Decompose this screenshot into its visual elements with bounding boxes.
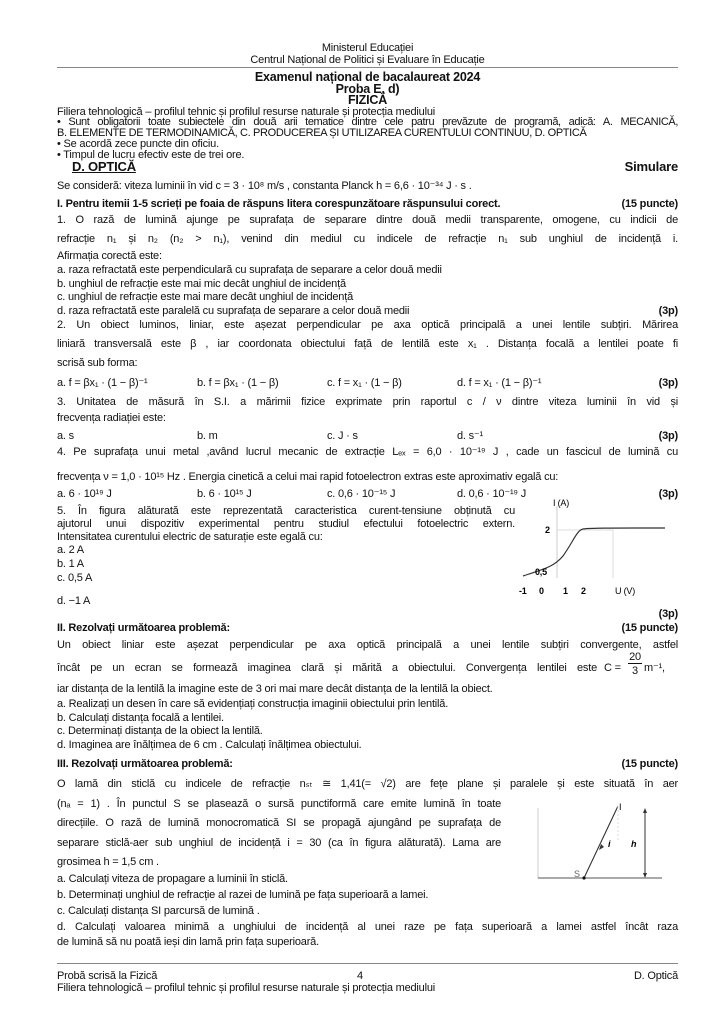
footer-right: D. Optică (633, 970, 678, 982)
q5-text: 5. În figura alăturată este reprezentată caracteristica curent-tensiune obținută cu (57, 505, 515, 517)
q2-text: scrisă sub forma: (57, 357, 138, 369)
part2-item-b: b. Calculați distanța focală a lentilei. (57, 712, 224, 724)
instruction: • Sunt obligatorii toate subiectele din două arii tematice dintre cele patru prevăzute de programă, adică: A. MECANICĂ, (57, 116, 678, 128)
part3-text: (nₐ = 1) . În punctul S se plasează o sursă punctiformă care emite lumină în toate (57, 798, 501, 810)
formula-numerator: 20 (629, 651, 641, 663)
formula-denominator: 3 (632, 665, 638, 677)
label-s: S (574, 869, 580, 879)
x-tick-0: 0 (539, 586, 544, 596)
q1-option-a: a. raza refractată este perpendiculară cu suprafața de separare a celor două medii (57, 264, 442, 276)
q5-option-d: d. −1 A (57, 595, 91, 607)
q4-text: frecvența ν = 1,0 · 10¹⁵ Hz . Energia cinetică a celui mai rapid fotoelectron extras este aproximativ egală cu: (57, 471, 559, 483)
q5-points: (3p) (658, 608, 678, 620)
part2-item-d: d. Imaginea are înălțimea de 6 cm . Calculați înălțimea obiectului. (57, 739, 362, 751)
y-tick-0-5: 0,5 (535, 567, 547, 577)
q1-text: 1. O rază de lumină ajunge pe suprafața de separare dintre două medii transparente, omogene, cu indicii de (57, 214, 678, 226)
part2-item-a: a. Realizați un desen în care să evidențiați construcția imaginii obiectului prin lentilă. (57, 698, 449, 710)
part3-title-text: III. Rezolvați următoarea problemă: (57, 758, 233, 770)
q1-option-c: c. unghiul de refracție este mai mare decât unghiul de incidență (57, 291, 353, 303)
q1-text: refracție n₁ și n₂ (n₂ > n₁), venind din mediul cu indicele de refracție n₁ sub unghiul de incidență i. (57, 233, 678, 245)
q3-text: frecvența radiației este: (57, 412, 166, 424)
option-text: d. raza refractată este paralelă cu suprafața de separare a celor două medii (57, 305, 410, 317)
q4-points: (3p) (658, 488, 678, 500)
part2-title (57, 622, 678, 635)
q3-option-a: a. s (57, 430, 74, 442)
q2-option-a: a. f = βx₁ · (1 − β)⁻¹ (57, 377, 148, 389)
x-tick-minus1: -1 (519, 586, 527, 596)
proba: Proba E. d) (335, 82, 400, 96)
label-i-point: I (619, 802, 622, 812)
q1-points: (3p) (658, 305, 678, 317)
q3-option-d: d. s⁻¹ (457, 430, 483, 442)
section-title: D. OPTICĂ (72, 159, 136, 174)
part2-item-c: c. Determinați distanța de la obiect la lentilă. (57, 725, 263, 737)
y-tick-2: 2 (545, 525, 550, 535)
simulation-tag: Simulare (624, 159, 678, 174)
header-rule (57, 67, 678, 68)
ministry: Ministerul Educației (321, 42, 414, 54)
part1-points: (15 puncte) (621, 198, 678, 210)
glass-plate-figure (530, 800, 670, 886)
part3-item-d: d. Calculați valoarea minimă a unghiului de incidență al unei raze pe fața superioară a lamei astfel încât raza (57, 921, 678, 933)
q2-option-d: d. f = x₁ · (1 − β)⁻¹ (457, 377, 542, 389)
height-arrow-top (643, 808, 647, 813)
part3-item-a: a. Calculați viteza de propagare a luminii în sticlă. (57, 873, 288, 885)
q2-points: (3p) (658, 377, 678, 389)
part3-item-b: b. Determinați unghiul de refracție al razei de lumină pe fața superioară a lamei. (57, 889, 429, 901)
page-number: 4 (357, 970, 363, 982)
q5-option-c: c. 0,5 A (57, 572, 93, 584)
q4-option-c: c. 0,6 · 10⁻¹⁵ J (327, 488, 396, 500)
part3-text: separare sticlă-aer sub unghiul de incidență i = 30 (ca în figura alăturată). Lama are (57, 837, 501, 849)
q4-option-d: d. 0,6 · 10⁻¹⁹ J (457, 488, 527, 500)
q5-text: ajutorul unui dispozitiv experimental pentru studiul efectului fotoelectric extern. (57, 518, 515, 530)
q4-text: 4. Pe suprafața unui metal ,având lucrul mecanic de extracție Lₑₓ = 6,0 · 10⁻¹⁹ J , cade un fascicul de lumină cu (57, 446, 678, 458)
source-point (582, 876, 585, 879)
q3-option-c: c. J · s (327, 430, 358, 442)
part2-points: (15 puncte) (621, 622, 678, 634)
x-axis-label: U (V) (615, 586, 635, 596)
footer-line2: Filiera tehnologică – profilul tehnic și profilul resurse naturale și protecția mediului (57, 982, 435, 994)
q1-option-b: b. unghiul de refracție este mai mic decât unghiul de incidență (57, 278, 346, 290)
footer-left: Probă scrisă la Fizică (57, 970, 158, 982)
q2-option-b: b. f = βx₁ · (1 − β) (197, 377, 279, 389)
y-axis-label: I (A) (553, 498, 569, 508)
q5-text: Intensitatea curentului electric de saturație este egală cu: (57, 531, 323, 543)
part2-text: încât pe un ecran se formează imaginea clară și mărită a obiectului. Convergența lentilei este (57, 662, 597, 674)
part3-points: (15 puncte) (621, 758, 678, 770)
ray-si (584, 806, 618, 878)
q1-text: Afirmația corectă este: (57, 250, 162, 262)
part3-item-d-cont: de lumină să nu poată ieși din lamă prin fața superioară. (57, 936, 319, 948)
q1-option-d (57, 305, 678, 318)
q4-option-a: a. 6 · 10¹⁹ J (57, 488, 112, 500)
x-tick-2: 2 (581, 586, 586, 596)
q3-points: (3p) (658, 430, 678, 442)
q5-option-b: b. 1 A (57, 558, 84, 570)
exam-title: Examenul național de bacalaureat 2024 (254, 70, 481, 84)
q2-option-c: c. f = x₁ · (1 − β) (327, 377, 402, 389)
subject: FIZICĂ (347, 93, 388, 107)
filiera: Filiera tehnologică – profilul tehnic și profilul resurse naturale și protecția mediului (57, 106, 435, 118)
part2-text: iar distanța de la lentilă la imagine este de 3 ori mai mare decât distanța de la lentilă la obiect. (57, 683, 493, 695)
footer-rule (57, 963, 678, 964)
part1-title-text: I. Pentru itemii 1-5 scrieți pe foaia de răspuns litera corespunzătoare răspunsului corect. (57, 198, 501, 210)
part2-text: Un obiect liniar este așezat perpendicular pe axa optică principală a unei lentile subțiri convergente, astfel (57, 639, 678, 651)
part1-title (57, 198, 678, 211)
q2-text: 2. Un obiect luminos, liniar, este așezat perpendicular pe axa optică principală a unei lentile subțiri. Mărirea (57, 319, 678, 331)
part3-text: O lamă din sticlă cu indicele de refracție nₛₜ ≅ 1,41(= √2) are fețe plane și paralele și este situată în aer (57, 778, 678, 790)
part3-text: direcțiile. O rază de lumină monocromatică SI se propagă ajungând pe suprafața de (57, 817, 501, 829)
label-angle: i (608, 839, 611, 849)
instruction: B. ELEMENTE DE TERMODINAMICĂ, C. PRODUCEREA ȘI UTILIZAREA CURENTULUI CONTINUU, D. OPTICĂ (57, 127, 587, 139)
instruction: • Se acordă zece puncte din oficiu. (57, 138, 219, 150)
q2-text: liniară transversală este β , iar coordonata obiectului față de lentilă este x₁ . Distanța focală a lentilei poate fi (57, 338, 678, 350)
part3-title (57, 758, 678, 771)
instruction: • Timpul de lucru efectiv este de trei ore. (57, 149, 245, 161)
q5-option-a: a. 2 A (57, 544, 84, 556)
center-name: Centrul Național de Politici și Evaluare în Educație (250, 54, 485, 66)
x-tick-1: 1 (563, 586, 568, 596)
part3-item-c: c. Calculați distanța SI parcursă de lumină . (57, 905, 260, 917)
q3-option-b: b. m (197, 430, 218, 442)
q4-option-b: b. 6 · 10¹⁵ J (197, 488, 252, 500)
label-h: h (631, 839, 637, 849)
height-arrow-bottom (643, 873, 647, 878)
constants: Se consideră: viteza luminii în vid c = 3 · 10⁸ m/s , constanta Planck h = 6,6 · 10⁻³⁴ J · s . (57, 180, 472, 192)
formula-unit: m⁻¹, (644, 662, 665, 674)
iv-characteristic-figure (515, 498, 680, 604)
part3-text: grosimea h = 1,5 cm . (57, 856, 159, 868)
q3-text: 3. Unitatea de măsură în S.I. a mărimii fizice exprimate prin raportul c / ν dintre viteza luminii în vid și (57, 396, 678, 408)
formula-lhs: C = (604, 662, 621, 674)
part2-title-text: II. Rezolvați următoarea problemă: (57, 622, 230, 634)
